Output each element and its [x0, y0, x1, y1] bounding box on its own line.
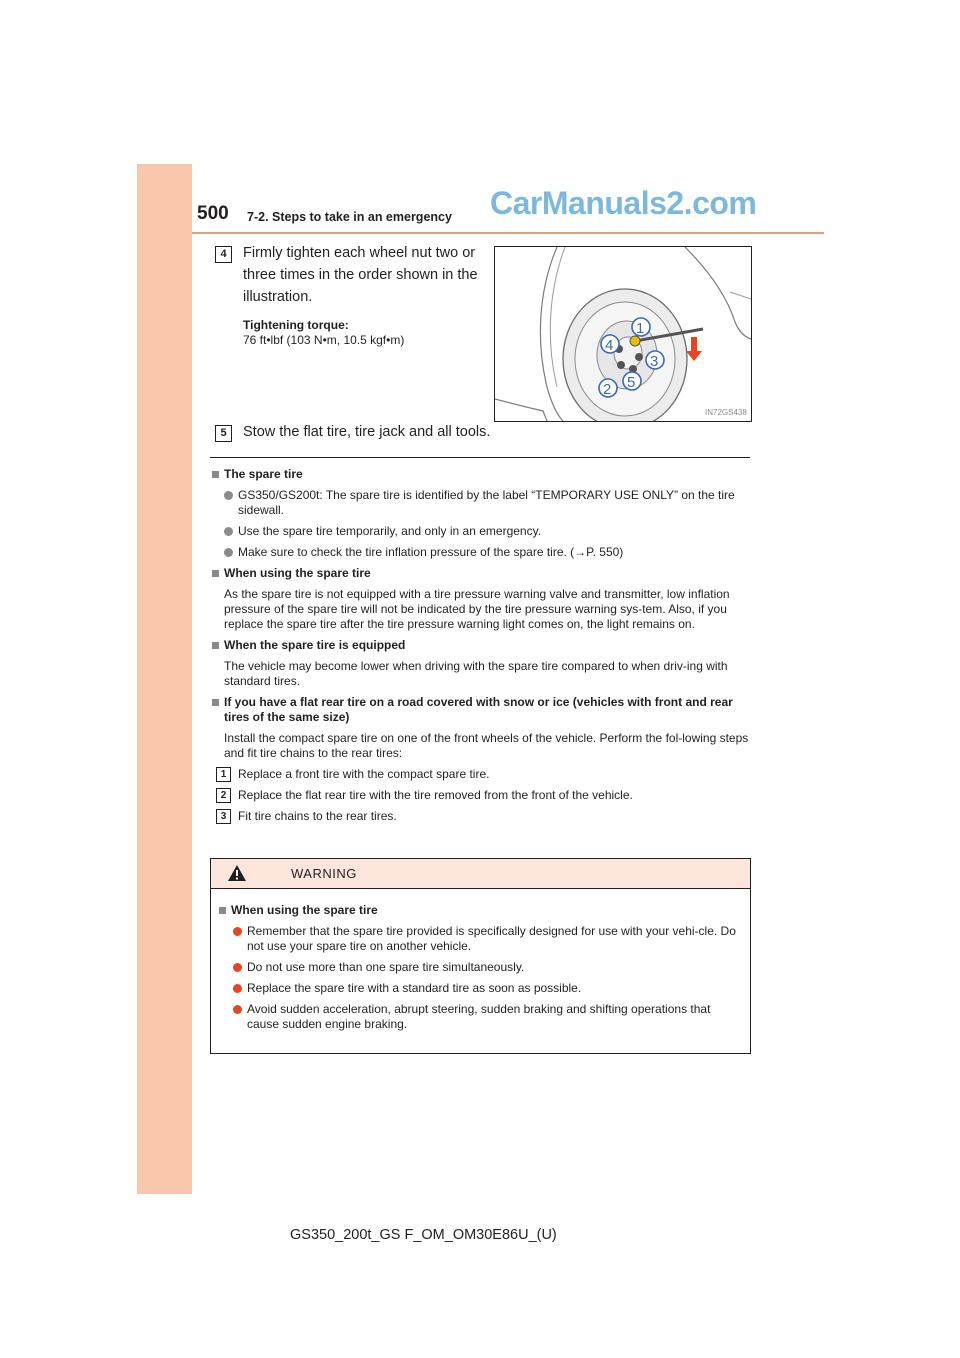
nut-label-5: 5	[627, 374, 636, 391]
footer-code: GS350_200t_GS F_OM_OM30E86U_(U)	[290, 1227, 557, 1243]
warning-bullet: Remember that the spare tire provided is specifically designed for use with your vehi-cle. Do not use your spare tire on another vehicle.	[217, 924, 744, 954]
warning-body	[211, 889, 750, 1032]
note-step	[210, 809, 750, 824]
header-rule	[192, 232, 824, 234]
watermark: CarManuals2.com	[490, 185, 757, 221]
wheel-nut-illustration	[494, 246, 752, 422]
chapter-side-tab	[137, 164, 192, 1194]
nut-label-3: 3	[650, 353, 659, 370]
note-paragraph: As the spare tire is not equipped with a tire pressure warning valve and transmitter, low inflation pressure of the spare tire will not be indicated by the tire pressure warning sys-tem. Also, if you replace the spare tire after the tire pressure warning light comes on, the light remains on.	[224, 587, 730, 631]
step-number-5: 5	[215, 425, 232, 442]
note-paragraph: The vehicle may become lower when driving with the spare tire compared to when driv-ing with standard tires.	[224, 659, 728, 688]
note-heading-when-using: When using the spare tire	[210, 566, 750, 581]
tightening-torque	[243, 318, 404, 348]
note-step-text: Fit tire chains to the rear tires.	[238, 809, 397, 823]
note-step-number: 2	[216, 788, 231, 803]
note-heading-spare-tire: The spare tire	[210, 467, 750, 482]
warning-bullet: Do not use more than one spare tire simultaneously.	[217, 960, 744, 975]
step-number-4: 4	[215, 246, 232, 263]
warning-bullet: Avoid sudden acceleration, abrupt steering, sudden braking and shifting operations that cause sudden engine braking.	[217, 1002, 744, 1032]
warning-heading: When using the spare tire	[217, 903, 744, 918]
note-step	[210, 788, 750, 803]
nut-label-1: 1	[636, 320, 645, 337]
note-paragraph: Install the compact spare tire on one of the front wheels of the vehicle. Perform the fol-lowing steps and fit tire chains to the rear tires:	[224, 731, 749, 760]
note-step-number: 3	[216, 809, 231, 824]
warning-header	[211, 859, 750, 889]
torque-value: 76 ft•lbf (103 N•m, 10.5 kgf•m)	[243, 333, 405, 347]
illustration-code: IN72GS438	[705, 408, 747, 417]
note-step	[210, 767, 750, 782]
warning-title: WARNING	[291, 866, 357, 881]
torque-label: Tightening torque:	[243, 318, 349, 332]
note-bullet: Use the spare tire temporarily, and only in an emergency.	[210, 524, 750, 539]
note-step-text: Replace the flat rear tire with the tire removed from the front of the vehicle.	[238, 788, 633, 802]
note-bullet: GS350/GS200t: The spare tire is identified by the label “TEMPORARY USE ONLY” on the tire sidewall.	[210, 488, 750, 518]
note-heading-when-equipped: When the spare tire is equipped	[210, 638, 750, 653]
warning-triangle-icon	[227, 864, 247, 882]
section-title: 7-2. Steps to take in an emergency	[247, 210, 452, 224]
nut-label-4: 4	[605, 337, 614, 354]
page-number: 500	[197, 203, 229, 224]
note-heading-flat-rear: If you have a flat rear tire on a road covered with snow or ice (vehicles with front and rear tires of the same size)	[210, 695, 750, 725]
wheel-illustration-svg	[495, 247, 751, 421]
warning-box	[210, 858, 751, 1054]
note-step-number: 1	[216, 767, 231, 782]
warning-bullet: Replace the spare tire with a standard tire as soon as possible.	[217, 981, 744, 996]
step-4-text: Firmly tighten each wheel nut two or three times in the order shown in the illustration.	[243, 245, 478, 305]
notes-divider	[210, 457, 750, 458]
note-step-text: Replace a front tire with the compact spare tire.	[238, 767, 490, 781]
step-5-text: Stow the flat tire, tire jack and all tools.	[243, 424, 491, 440]
notes-section	[210, 467, 750, 824]
note-bullet: Make sure to check the tire inflation pressure of the spare tire. (→P. 550)	[210, 545, 750, 560]
nut-label-2: 2	[603, 381, 612, 398]
